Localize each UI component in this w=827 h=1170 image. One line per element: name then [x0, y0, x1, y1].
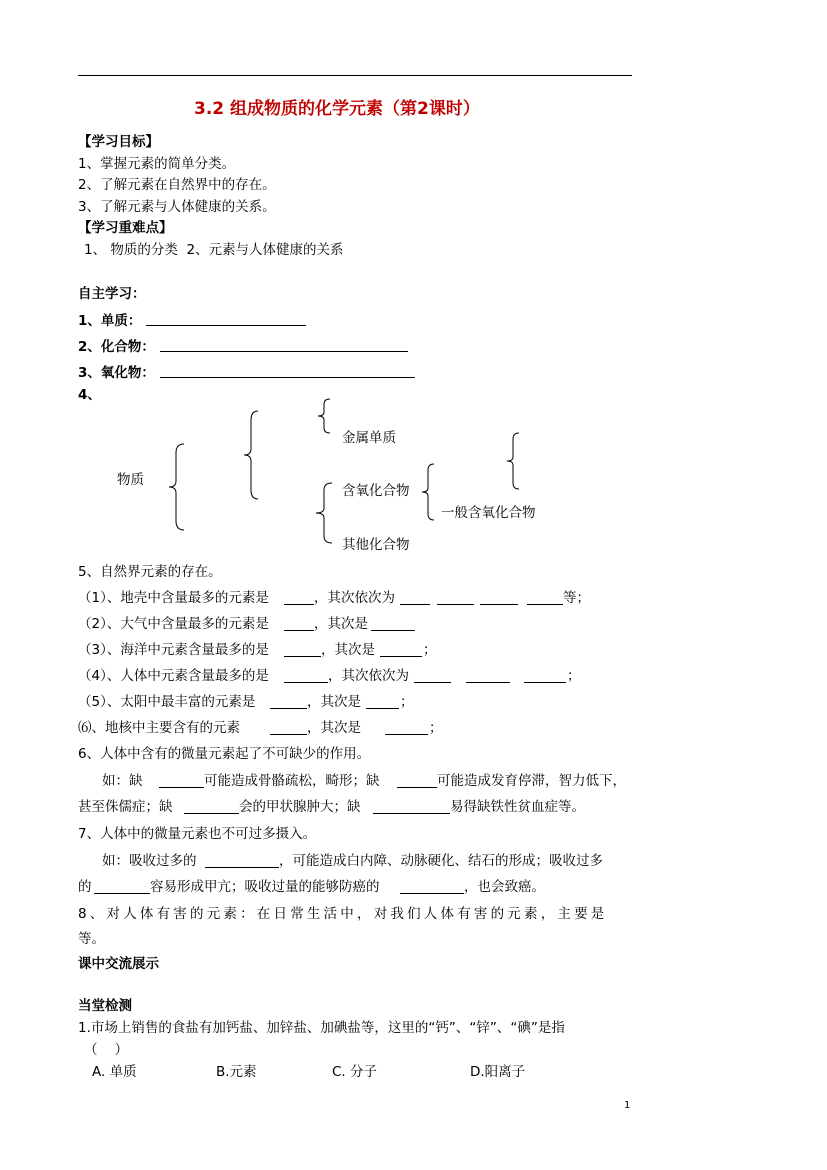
page-title: 3.2 组成物质的化学元素（第2课时） — [194, 99, 480, 119]
answer-blank[interactable] — [270, 708, 307, 709]
objective-item: 2、了解元素在自然界中的存在。 — [78, 177, 276, 193]
question-4: 4、 — [78, 387, 101, 403]
answer-blank[interactable] — [270, 734, 307, 735]
diagram-metal-label: 金属单质 — [342, 430, 396, 446]
keypoints-text: 1、 物质的分类 2、元素与人体健康的关系 — [84, 242, 344, 258]
answer-blank[interactable] — [414, 682, 451, 683]
diagram-other-label: 其他化合物 — [342, 537, 410, 553]
option-d[interactable]: D.阳离子 — [470, 1064, 526, 1080]
q5-item-label: （3）、海洋中元素含量最多的是 — [78, 642, 269, 658]
q5-item-label: ⑹、地核中主要含有的元素 — [78, 720, 240, 736]
answer-blank[interactable] — [366, 708, 399, 709]
option-b[interactable]: B.元素 — [216, 1064, 257, 1080]
brace-icon — [166, 443, 186, 531]
q5-item-label: （5）、太阳中最丰富的元素是 — [78, 694, 256, 710]
question-8-end: 等。 — [78, 931, 105, 947]
q5-item-text: ； — [429, 720, 443, 736]
answer-blank[interactable] — [480, 604, 518, 605]
q6-text: 甚至侏儒症；缺 — [78, 799, 173, 815]
q5-item-text: ； — [567, 668, 581, 684]
question-6: 6、人体中含有的微量元素起了不可缺少的作用。 — [78, 746, 371, 762]
q5-item-label: （4）、人体中元素含量最多的是 — [78, 668, 269, 684]
answer-blank[interactable] — [284, 656, 321, 657]
objectives-heading: 【学习目标】 — [78, 134, 159, 150]
check-heading: 当堂检测 — [78, 998, 132, 1014]
q5-item-text: ，其次是 — [314, 616, 368, 632]
answer-paren: （ ） — [84, 1042, 129, 1058]
answer-blank[interactable] — [94, 893, 150, 894]
q5-item-text: ； — [423, 642, 437, 658]
q5-item-text: ，其次依次为 — [314, 590, 395, 606]
answer-blank[interactable] — [284, 630, 314, 631]
diagram-root-label: 物质 — [117, 472, 144, 488]
q6-text: 可能造成骨骼疏松，畸形；缺 — [204, 773, 380, 789]
objective-item: 3、了解元素与人体健康的关系。 — [78, 199, 276, 215]
class-show-heading: 课中交流展示 — [78, 956, 159, 972]
answer-blank[interactable] — [284, 604, 314, 605]
question-3: 3、氧化物： — [78, 365, 155, 381]
option-c[interactable]: C. 分子 — [332, 1064, 378, 1080]
objective-item: 1、掌握元素的简单分类。 — [78, 156, 236, 172]
answer-blank[interactable] — [380, 656, 422, 657]
question-1: 1、单质： — [78, 313, 142, 329]
q5-item-text: ； — [400, 694, 414, 710]
answer-blank[interactable] — [385, 734, 428, 735]
answer-blank[interactable] — [527, 604, 563, 605]
q7-text: 如：吸收过多的 — [102, 853, 197, 869]
page-number: 1 — [624, 1100, 631, 1111]
brace-icon — [242, 410, 260, 500]
q7-text: ，也会致癌。 — [464, 879, 545, 895]
header-rule — [78, 75, 632, 76]
answer-blank[interactable] — [205, 867, 279, 868]
answer-blank[interactable] — [437, 604, 474, 605]
q7-text: 容易形成甲亢；吸收过量的能够防癌的 — [150, 879, 380, 895]
q6-text: 如：缺 — [102, 773, 143, 789]
answer-blank[interactable] — [524, 682, 566, 683]
question-7: 7、人体中的微量元素也不可过多摄入。 — [78, 826, 317, 842]
q5-item-text: ，其次是 — [321, 642, 375, 658]
option-a[interactable]: A. 单质 — [92, 1064, 137, 1080]
diagram-general-oxygen-label: 一般含氧化合物 — [441, 505, 536, 521]
keypoints-heading: 【学习重难点】 — [78, 220, 173, 236]
answer-blank[interactable] — [466, 682, 510, 683]
brace-icon — [314, 482, 334, 544]
question-5: 5、自然界元素的存在。 — [78, 564, 222, 580]
answer-blank[interactable] — [373, 813, 450, 814]
brace-icon — [316, 398, 332, 434]
q7-text: ，可能造成白内障、动脉硬化、结石的形成；吸收过多 — [279, 853, 603, 869]
q6-text: 可能造成发育停滞，智力低下， — [437, 773, 626, 789]
self-study-heading: 自主学习： — [78, 286, 146, 302]
answer-blank[interactable] — [400, 604, 430, 605]
q6-text: 会的甲状腺肿大；缺 — [239, 799, 361, 815]
q5-item-label: （2）、大气中含量最多的元素是 — [78, 616, 269, 632]
answer-blank[interactable] — [400, 893, 464, 894]
answer-blank[interactable] — [146, 325, 306, 326]
diagram-oxygen-compound-label: 含氧化合物 — [342, 483, 410, 499]
q5-item-text: ，其次是 — [307, 694, 361, 710]
answer-blank[interactable] — [371, 630, 415, 631]
answer-blank[interactable] — [397, 787, 437, 788]
answer-blank[interactable] — [184, 813, 239, 814]
q5-item-label: （1）、地壳中含量最多的元素是 — [78, 590, 269, 606]
q7-text: 的 — [78, 879, 92, 895]
q5-item-text: ，其次依次为 — [328, 668, 409, 684]
answer-blank[interactable] — [160, 351, 408, 352]
answer-blank[interactable] — [284, 682, 328, 683]
brace-icon — [505, 432, 521, 490]
check-question-1: 1.市场上销售的食盐有加钙盐、加锌盐、加碘盐等，这里的“钙”、“锌”、“碘”是指 — [78, 1020, 565, 1036]
question-8: 8、对人体有害的元素：在日常生活中，对我们人体有害的元素，主要是 — [78, 906, 608, 922]
q5-item-text: ，其次是 — [307, 720, 361, 736]
brace-icon — [420, 463, 436, 521]
q5-item-text: 等； — [563, 590, 590, 606]
question-2: 2、化合物： — [78, 339, 155, 355]
answer-blank[interactable] — [160, 377, 415, 378]
q6-text: 易得缺铁性贫血症等。 — [450, 799, 585, 815]
answer-blank[interactable] — [159, 787, 204, 788]
